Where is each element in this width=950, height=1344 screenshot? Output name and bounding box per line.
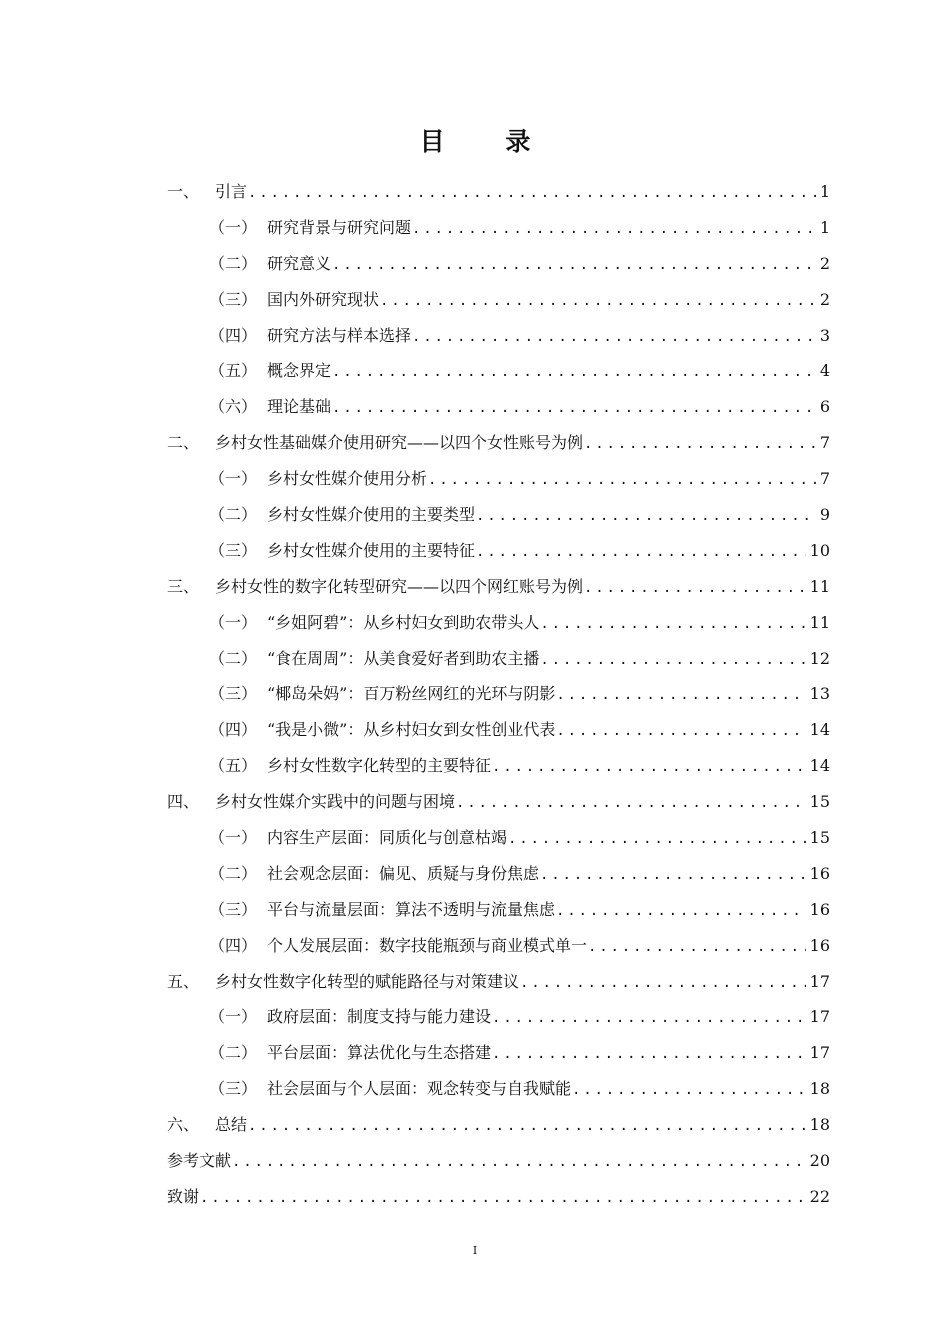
toc-entry-number: （一） [209, 1007, 258, 1027]
toc-entry-label: 致谢 [167, 1186, 200, 1206]
toc-entry-number: （五） [209, 361, 258, 381]
toc-entry-number: （三） [209, 540, 258, 560]
toc-entry-page: 17 [809, 971, 830, 991]
toc-entry-number: （三） [209, 1079, 258, 1099]
toc-entry-chapter[interactable] [167, 1107, 830, 1143]
toc-entry-section[interactable] [167, 282, 830, 318]
toc-entry-page: 16 [809, 863, 830, 883]
toc-entry-page: 16 [809, 899, 830, 919]
toc-entry-number: （四） [209, 935, 258, 955]
toc-dot-leader [491, 750, 806, 784]
toc-entry-section[interactable] [167, 748, 830, 784]
toc-entry-section[interactable] [167, 1035, 830, 1071]
toc-entry-number: 四、 [167, 792, 200, 812]
toc-dot-leader [583, 571, 806, 605]
toc-dot-leader [475, 535, 806, 569]
toc-dot-leader [331, 355, 816, 389]
toc-entry-section[interactable] [167, 676, 830, 712]
toc-entry-label: 总结 [215, 1115, 248, 1135]
toc-entry-number: 一、 [167, 182, 200, 201]
toc-entry-label: 国内外研究现状 [267, 289, 380, 309]
toc-entry-chapter[interactable] [167, 174, 830, 210]
toc-entry-number: （六） [209, 397, 258, 417]
toc-dot-leader [587, 930, 806, 964]
toc-entry-page: 6 [819, 397, 830, 417]
toc-entry-page: 2 [819, 289, 830, 309]
toc-dot-leader [411, 212, 816, 246]
page-title: 目 录 [419, 127, 557, 156]
toc-entry-section[interactable] [167, 318, 830, 354]
toc-entry-label: 乡村女性基础媒介使用研究——以四个女性账号为例 [215, 433, 584, 453]
toc-dot-leader [555, 714, 805, 748]
toc-dot-leader [331, 248, 816, 282]
toc-entry-section[interactable] [167, 892, 830, 928]
toc-entry-label: 引言 [215, 182, 248, 201]
toc-entry-page: 4 [819, 361, 830, 381]
toc-entry-page: 12 [809, 648, 830, 668]
toc-entry-page: 1 [819, 217, 830, 237]
toc-entry-page: 10 [809, 540, 830, 560]
toc-entry-section[interactable] [167, 856, 830, 892]
toc-entry-page: 15 [809, 792, 830, 812]
toc-entry-label: 乡村女性数字化转型的赋能路径与对策建议 [215, 971, 520, 991]
toc-entry-label: 乡村女性数字化转型的主要特征 [267, 756, 492, 776]
toc-dot-leader [539, 643, 805, 677]
toc-entry-page: 14 [809, 720, 830, 740]
toc-entry-number: 六、 [167, 1115, 200, 1135]
toc-entry-label: 政府层面：制度支持与能力建设 [267, 1007, 492, 1027]
toc-entry-number: （一） [209, 469, 258, 489]
toc-dot-leader [555, 678, 805, 712]
toc-entry-number: （三） [209, 684, 258, 704]
toc-entry-label: 乡村女性媒介使用的主要类型 [267, 505, 476, 525]
toc-entry-section[interactable] [167, 928, 830, 964]
toc-dot-leader [199, 1181, 806, 1215]
toc-entry-number: （二） [209, 253, 258, 273]
toc-entry-section[interactable] [167, 605, 830, 641]
toc-entry-chapter[interactable] [167, 1179, 830, 1215]
toc-entry-label: 社会观念层面：偏见、质疑与身份焦虑 [267, 863, 540, 883]
toc-entry-section[interactable] [167, 389, 830, 425]
toc-entry-section[interactable] [167, 246, 830, 282]
toc-entry-label: 乡村女性媒介使用的主要特征 [267, 540, 476, 560]
toc-entry-page: 2 [819, 253, 830, 273]
toc-entry-number: （四） [209, 720, 258, 740]
toc-dot-leader [247, 176, 816, 210]
toc-entry-chapter[interactable] [167, 784, 830, 820]
toc-entry-chapter[interactable] [167, 569, 830, 605]
toc-entry-label: 乡村女性媒介使用分析 [267, 469, 428, 489]
toc-entry-label: “椰岛朵妈”：百万粉丝网红的光环与阴影 [267, 684, 556, 704]
toc-entry-section[interactable] [167, 820, 830, 856]
toc-entry-section[interactable] [167, 353, 830, 389]
toc-entry-page: 18 [809, 1115, 830, 1135]
toc-entry-page: 17 [809, 1043, 830, 1063]
toc-dot-leader [455, 786, 806, 820]
toc-entry-section[interactable] [167, 461, 830, 497]
toc-entry-label: 研究方法与样本选择 [267, 325, 412, 345]
toc-entry-section[interactable] [167, 497, 830, 533]
toc-entry-number: （四） [209, 325, 258, 345]
toc-entry-page: 11 [809, 612, 830, 632]
toc-entry-number: （五） [209, 756, 258, 776]
toc-dot-leader [427, 463, 816, 497]
toc-entry-label: 社会层面与个人层面：观念转变与自我赋能 [267, 1079, 572, 1099]
toc-entry-label: “乡姐阿碧”：从乡村妇女到助农带头人 [267, 612, 540, 632]
toc-entry-number: （二） [209, 1043, 258, 1063]
toc-entry-label: 参考文献 [167, 1151, 232, 1171]
toc-dot-leader [519, 966, 806, 1000]
toc-entry-label: 乡村女性的数字化转型研究——以四个网红账号为例 [215, 576, 584, 596]
toc-entry-page: 20 [809, 1151, 830, 1171]
toc-entry-section[interactable] [167, 641, 830, 677]
toc-entry-page: 18 [809, 1079, 830, 1099]
toc-entry-number: （三） [209, 899, 258, 919]
toc-entry-number: 五、 [167, 971, 200, 991]
toc-dot-leader [507, 822, 806, 856]
toc-dot-leader [231, 1145, 806, 1179]
toc-entry-label: 概念界定 [267, 361, 332, 381]
toc-dot-leader [491, 1001, 806, 1035]
toc-entry-number: （二） [209, 648, 258, 668]
toc-entry-page: 7 [819, 433, 830, 453]
table-of-contents [167, 174, 830, 1215]
toc-entry-label: 个人发展层面：数字技能瓶颈与商业模式单一 [267, 935, 588, 955]
toc-entry-chapter[interactable] [167, 964, 830, 1000]
toc-entry-page: 7 [819, 469, 830, 489]
toc-entry-page: 17 [809, 1007, 830, 1027]
toc-entry-page: 22 [809, 1186, 830, 1206]
toc-entry-label: “食在周周”：从美食爱好者到助农主播 [267, 648, 540, 668]
toc-entry-page: 1 [819, 182, 830, 201]
toc-entry-chapter[interactable] [167, 1143, 830, 1179]
toc-dot-leader [247, 1109, 806, 1143]
toc-entry-number: 三、 [167, 576, 200, 596]
toc-entry-number: 二、 [167, 433, 200, 453]
toc-entry-page: 11 [809, 576, 830, 596]
toc-dot-leader [475, 499, 816, 533]
toc-dot-leader [331, 391, 816, 425]
toc-entry-label: 研究意义 [267, 253, 332, 273]
toc-entry-number: （一） [209, 217, 258, 237]
toc-entry-label: 研究背景与研究问题 [267, 217, 412, 237]
toc-dot-leader [379, 284, 816, 318]
toc-dot-leader [583, 427, 816, 461]
toc-dot-leader [411, 320, 816, 354]
toc-entry-label: 理论基础 [267, 397, 332, 417]
toc-dot-leader [539, 607, 805, 641]
toc-entry-page: 14 [809, 756, 830, 776]
toc-entry-number: （二） [209, 863, 258, 883]
toc-entry-label: 平台与流量层面：算法不透明与流量焦虑 [267, 899, 556, 919]
toc-entry-label: 平台层面：算法优化与生态搭建 [267, 1043, 492, 1063]
toc-entry-number: （二） [209, 505, 258, 525]
page-number: I [472, 1244, 478, 1257]
toc-dot-leader [555, 894, 806, 928]
toc-entry-label: 乡村女性媒介实践中的问题与困境 [215, 792, 456, 812]
toc-entry-page: 15 [809, 828, 830, 848]
toc-entry-section[interactable] [167, 999, 830, 1035]
toc-dot-leader [491, 1037, 806, 1071]
toc-entry-page: 3 [819, 325, 830, 345]
toc-entry-page: 13 [809, 684, 830, 704]
toc-entry-section[interactable] [167, 210, 830, 246]
toc-entry-number: （一） [209, 612, 258, 632]
toc-entry-label: “我是小微”：从乡村妇女到女性创业代表 [267, 720, 556, 740]
toc-dot-leader [571, 1073, 806, 1107]
toc-entry-section[interactable] [167, 712, 830, 748]
toc-entry-chapter[interactable] [167, 425, 830, 461]
toc-entry-section[interactable] [167, 533, 830, 569]
toc-dot-leader [539, 858, 806, 892]
toc-entry-label: 内容生产层面：同质化与创意枯竭 [267, 828, 508, 848]
toc-entry-section[interactable] [167, 1071, 830, 1107]
toc-entry-page: 9 [819, 505, 830, 525]
toc-entry-number: （三） [209, 289, 258, 309]
toc-entry-number: （一） [209, 828, 258, 848]
toc-entry-page: 16 [809, 935, 830, 955]
